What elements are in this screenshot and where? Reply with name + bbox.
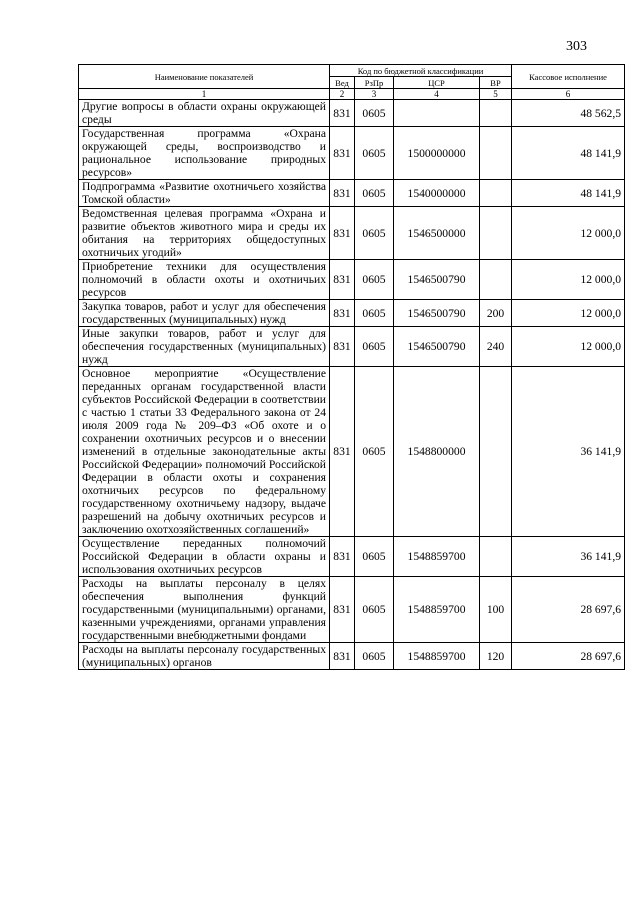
row-csr: 1546500790 bbox=[394, 260, 480, 300]
row-csr: 1546500000 bbox=[394, 207, 480, 260]
budget-execution-table bbox=[78, 64, 625, 670]
table-row bbox=[79, 537, 625, 577]
row-amount: 28 697,6 bbox=[512, 643, 625, 670]
row-rzpr: 0605 bbox=[355, 180, 394, 207]
column-number: 3 bbox=[355, 89, 394, 100]
row-rzpr: 0605 bbox=[355, 327, 394, 367]
row-rzpr: 0605 bbox=[355, 260, 394, 300]
row-amount: 36 141,9 bbox=[512, 537, 625, 577]
row-rzpr: 0605 bbox=[355, 643, 394, 670]
row-csr: 1548800000 bbox=[394, 367, 480, 537]
row-rzpr: 0605 bbox=[355, 100, 394, 127]
row-vr: 200 bbox=[480, 300, 512, 327]
row-ved: 831 bbox=[330, 367, 355, 537]
column-number-row bbox=[79, 89, 625, 100]
row-csr: 1546500790 bbox=[394, 300, 480, 327]
header-code-group: Код по бюджетной классификации bbox=[330, 65, 512, 77]
row-ved: 831 bbox=[330, 327, 355, 367]
row-name: Другие вопросы в области охраны окружающей среды bbox=[79, 100, 330, 127]
row-rzpr: 0605 bbox=[355, 367, 394, 537]
row-csr: 1548859700 bbox=[394, 537, 480, 577]
row-vr: 240 bbox=[480, 327, 512, 367]
row-amount: 12 000,0 bbox=[512, 327, 625, 367]
table-row bbox=[79, 300, 625, 327]
row-ved: 831 bbox=[330, 127, 355, 180]
column-number: 2 bbox=[330, 89, 355, 100]
row-name: Основное мероприятие «Осуществление переданных органам государственной власти субъектов Российской Федерации в соответствии с частью 1 статьи 33 Федерального закона от 24 июля 2009 года № 209–ФЗ «Об охоте и о сохранении охотничьих ресурсов и о внесении изменений в отдельные законодательные акты Российской Федерации» полномочий Российской Федерации в области охоты и сохранения охотничьих ресурсов по федеральному государственному охотничьему надзору, выдаче разрешений на добычу охотничьих ресурсов и заключению охотхозяйственных соглашений» bbox=[79, 367, 330, 537]
page-number: 303 bbox=[566, 39, 587, 54]
row-name: Приобретение техники для осуществления полномочий в области охоты и охотничьих ресурсов bbox=[79, 260, 330, 300]
row-ved: 831 bbox=[330, 643, 355, 670]
row-amount: 12 000,0 bbox=[512, 207, 625, 260]
column-number: 4 bbox=[394, 89, 480, 100]
table-row bbox=[79, 180, 625, 207]
row-name: Ведомственная целевая программа «Охрана и развитие объектов животного мира и среды их обитания на территориях общедоступных охотничьих угодий» bbox=[79, 207, 330, 260]
row-name: Расходы на выплаты персоналу в целях обеспечения выполнения функций государственными (муниципальными) органами, казенными учреждениями, органами управления государственными внебюджетными фондами bbox=[79, 577, 330, 643]
table-row bbox=[79, 260, 625, 300]
row-rzpr: 0605 bbox=[355, 127, 394, 180]
row-ved: 831 bbox=[330, 577, 355, 643]
row-amount: 48 141,9 bbox=[512, 127, 625, 180]
table-row bbox=[79, 100, 625, 127]
column-number: 5 bbox=[480, 89, 512, 100]
table-row bbox=[79, 367, 625, 537]
column-number: 1 bbox=[79, 89, 330, 100]
row-amount: 48 562,5 bbox=[512, 100, 625, 127]
row-rzpr: 0605 bbox=[355, 300, 394, 327]
header-csr: ЦСР bbox=[394, 77, 480, 89]
row-amount: 36 141,9 bbox=[512, 367, 625, 537]
row-name: Иные закупки товаров, работ и услуг для обеспечения государственных (муниципальных) нужд bbox=[79, 327, 330, 367]
row-csr: 1546500790 bbox=[394, 327, 480, 367]
row-name: Закупка товаров, работ и услуг для обеспечения государственных (муниципальных) нужд bbox=[79, 300, 330, 327]
row-amount: 12 000,0 bbox=[512, 260, 625, 300]
header-name: Наименование показателей bbox=[79, 65, 330, 89]
column-number: 6 bbox=[512, 89, 625, 100]
table-row bbox=[79, 643, 625, 670]
row-ved: 831 bbox=[330, 300, 355, 327]
table-row bbox=[79, 127, 625, 180]
row-name: Государственная программа «Охрана окружающей среды, воспроизводство и рациональное использование природных ресурсов» bbox=[79, 127, 330, 180]
row-rzpr: 0605 bbox=[355, 577, 394, 643]
row-csr: 1540000000 bbox=[394, 180, 480, 207]
row-name: Расходы на выплаты персоналу государственных (муниципальных) органов bbox=[79, 643, 330, 670]
table-row bbox=[79, 207, 625, 260]
table-row bbox=[79, 327, 625, 367]
row-vr bbox=[480, 100, 512, 127]
table-row bbox=[79, 577, 625, 643]
row-rzpr: 0605 bbox=[355, 207, 394, 260]
row-amount: 48 141,9 bbox=[512, 180, 625, 207]
row-ved: 831 bbox=[330, 537, 355, 577]
row-amount: 28 697,6 bbox=[512, 577, 625, 643]
header-rzpr: РзПр bbox=[355, 77, 394, 89]
row-csr bbox=[394, 100, 480, 127]
row-ved: 831 bbox=[330, 180, 355, 207]
row-vr bbox=[480, 537, 512, 577]
row-name: Осуществление переданных полномочий Российской Федерации в области охраны и использования охотничьих ресурсов bbox=[79, 537, 330, 577]
row-vr bbox=[480, 207, 512, 260]
row-csr: 1500000000 bbox=[394, 127, 480, 180]
header-ved: Вед bbox=[330, 77, 355, 89]
row-name: Подпрограмма «Развитие охотничьего хозяйства Томской области» bbox=[79, 180, 330, 207]
row-rzpr: 0605 bbox=[355, 537, 394, 577]
row-vr bbox=[480, 180, 512, 207]
row-ved: 831 bbox=[330, 100, 355, 127]
row-csr: 1548859700 bbox=[394, 643, 480, 670]
row-ved: 831 bbox=[330, 207, 355, 260]
row-csr: 1548859700 bbox=[394, 577, 480, 643]
row-vr: 100 bbox=[480, 577, 512, 643]
row-ved: 831 bbox=[330, 260, 355, 300]
row-amount: 12 000,0 bbox=[512, 300, 625, 327]
row-vr bbox=[480, 260, 512, 300]
row-vr: 120 bbox=[480, 643, 512, 670]
header-vr: ВР bbox=[480, 77, 512, 89]
header-execution: Кассовое исполнение bbox=[512, 65, 625, 89]
row-vr bbox=[480, 127, 512, 180]
row-vr bbox=[480, 367, 512, 537]
